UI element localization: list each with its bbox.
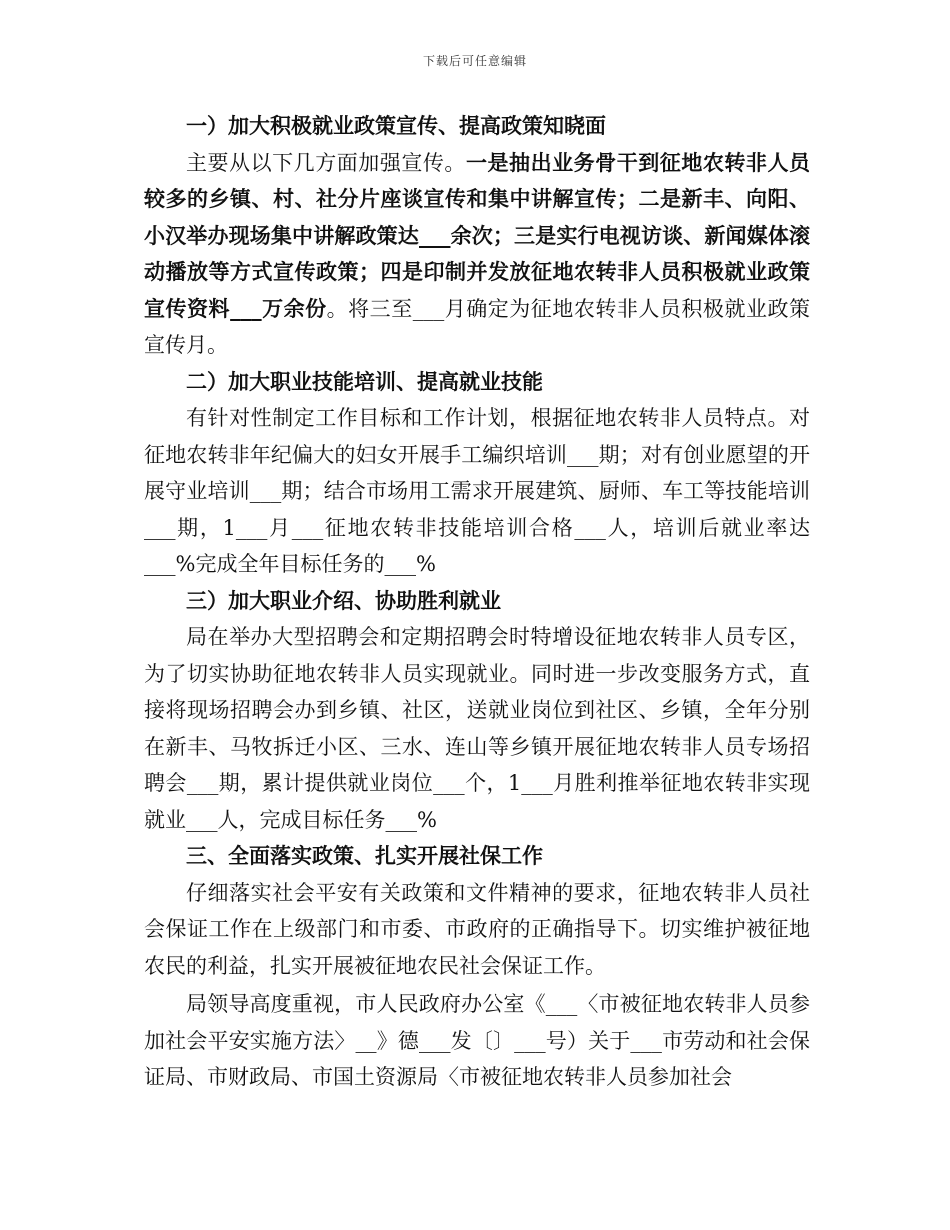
body-paragraph (144, 875, 810, 985)
text-run: 局领导高度重视，市人民政府办公室《___〈市被征地农转非人员参加社会平安实施方法〉__》德___发〔〕___号）关于___市劳动和社会保证局、市财政局、市国土资源局〈市被征地农转非人员参加社会 (144, 992, 810, 1089)
section-heading: 三）加大职业介绍、协助胜利就业 (186, 587, 501, 613)
body-paragraph (144, 619, 810, 838)
document-body (144, 108, 810, 1096)
section-heading: 一）加大积极就业政策宣传、提高政策知晓面 (186, 113, 606, 138)
text-run-bold: 一是抽出业务骨干到征地农转非人员较多的乡镇、村、社分片座谈宣传和集中讲解宣传；二是新丰、向阳、小汉举办现场集中讲解政策达___余次；三是实行电视访谈、新闻媒体滚动播放等方式宣传政策；四是印制并发放征地农转非人员积极就业政策宣传资料___万余份 (144, 149, 811, 321)
body-paragraph (144, 400, 810, 583)
section-heading: 二）加大职业技能培训、提高就业技能 (186, 368, 543, 394)
text-run: 主要从以下几方面加强宣传。 (186, 150, 466, 175)
text-run: 。将三至___月确定为征地农转非人员积极就业政策宣传月。 (144, 296, 811, 357)
text-run: 仔细落实社会平安有关政策和文件精神的要求，征地农转非人员社会保证工作在上级部门和市委、市政府的正确指导下。切实维护被征地农民的利益，扎实开展被征地农民社会保证工作。 (144, 880, 810, 978)
body-paragraph (144, 986, 810, 1096)
text-run: 局在举办大型招聘会和定期招聘会时特增设征地农转非人员专区，为了切实协助征地农转非人员实现就业。同时进一步改变服务方式，直接将现场招聘会办到乡镇、社区，送就业岗位到社区、乡镇，全年分别在新丰、马牧拆迁小区、三水、连山等乡镇开展征地农转非人员专场招聘会___期，累计提供就业岗位___个，1___月胜利推举征地农转非实现就业___人，完成目标任务___% (144, 625, 810, 832)
page-header: 下载后可任意编辑 (422, 54, 527, 68)
text-run: 有针对性制定工作目标和工作计划，根据征地农转非人员特点。对征地农转非年纪偏大的妇女开展手工编织培训___期；对有创业愿望的开展守业培训___期；结合市场用工需求开展建筑、厨师、车工等技能培训___期，1___月___征地农转非技能培训合格___人，培训后就业率达___%完成全年目标任务的___% (144, 406, 810, 576)
body-paragraph (144, 145, 810, 364)
section-heading: 三、全面落实政策、扎实开展社保工作 (186, 843, 543, 868)
